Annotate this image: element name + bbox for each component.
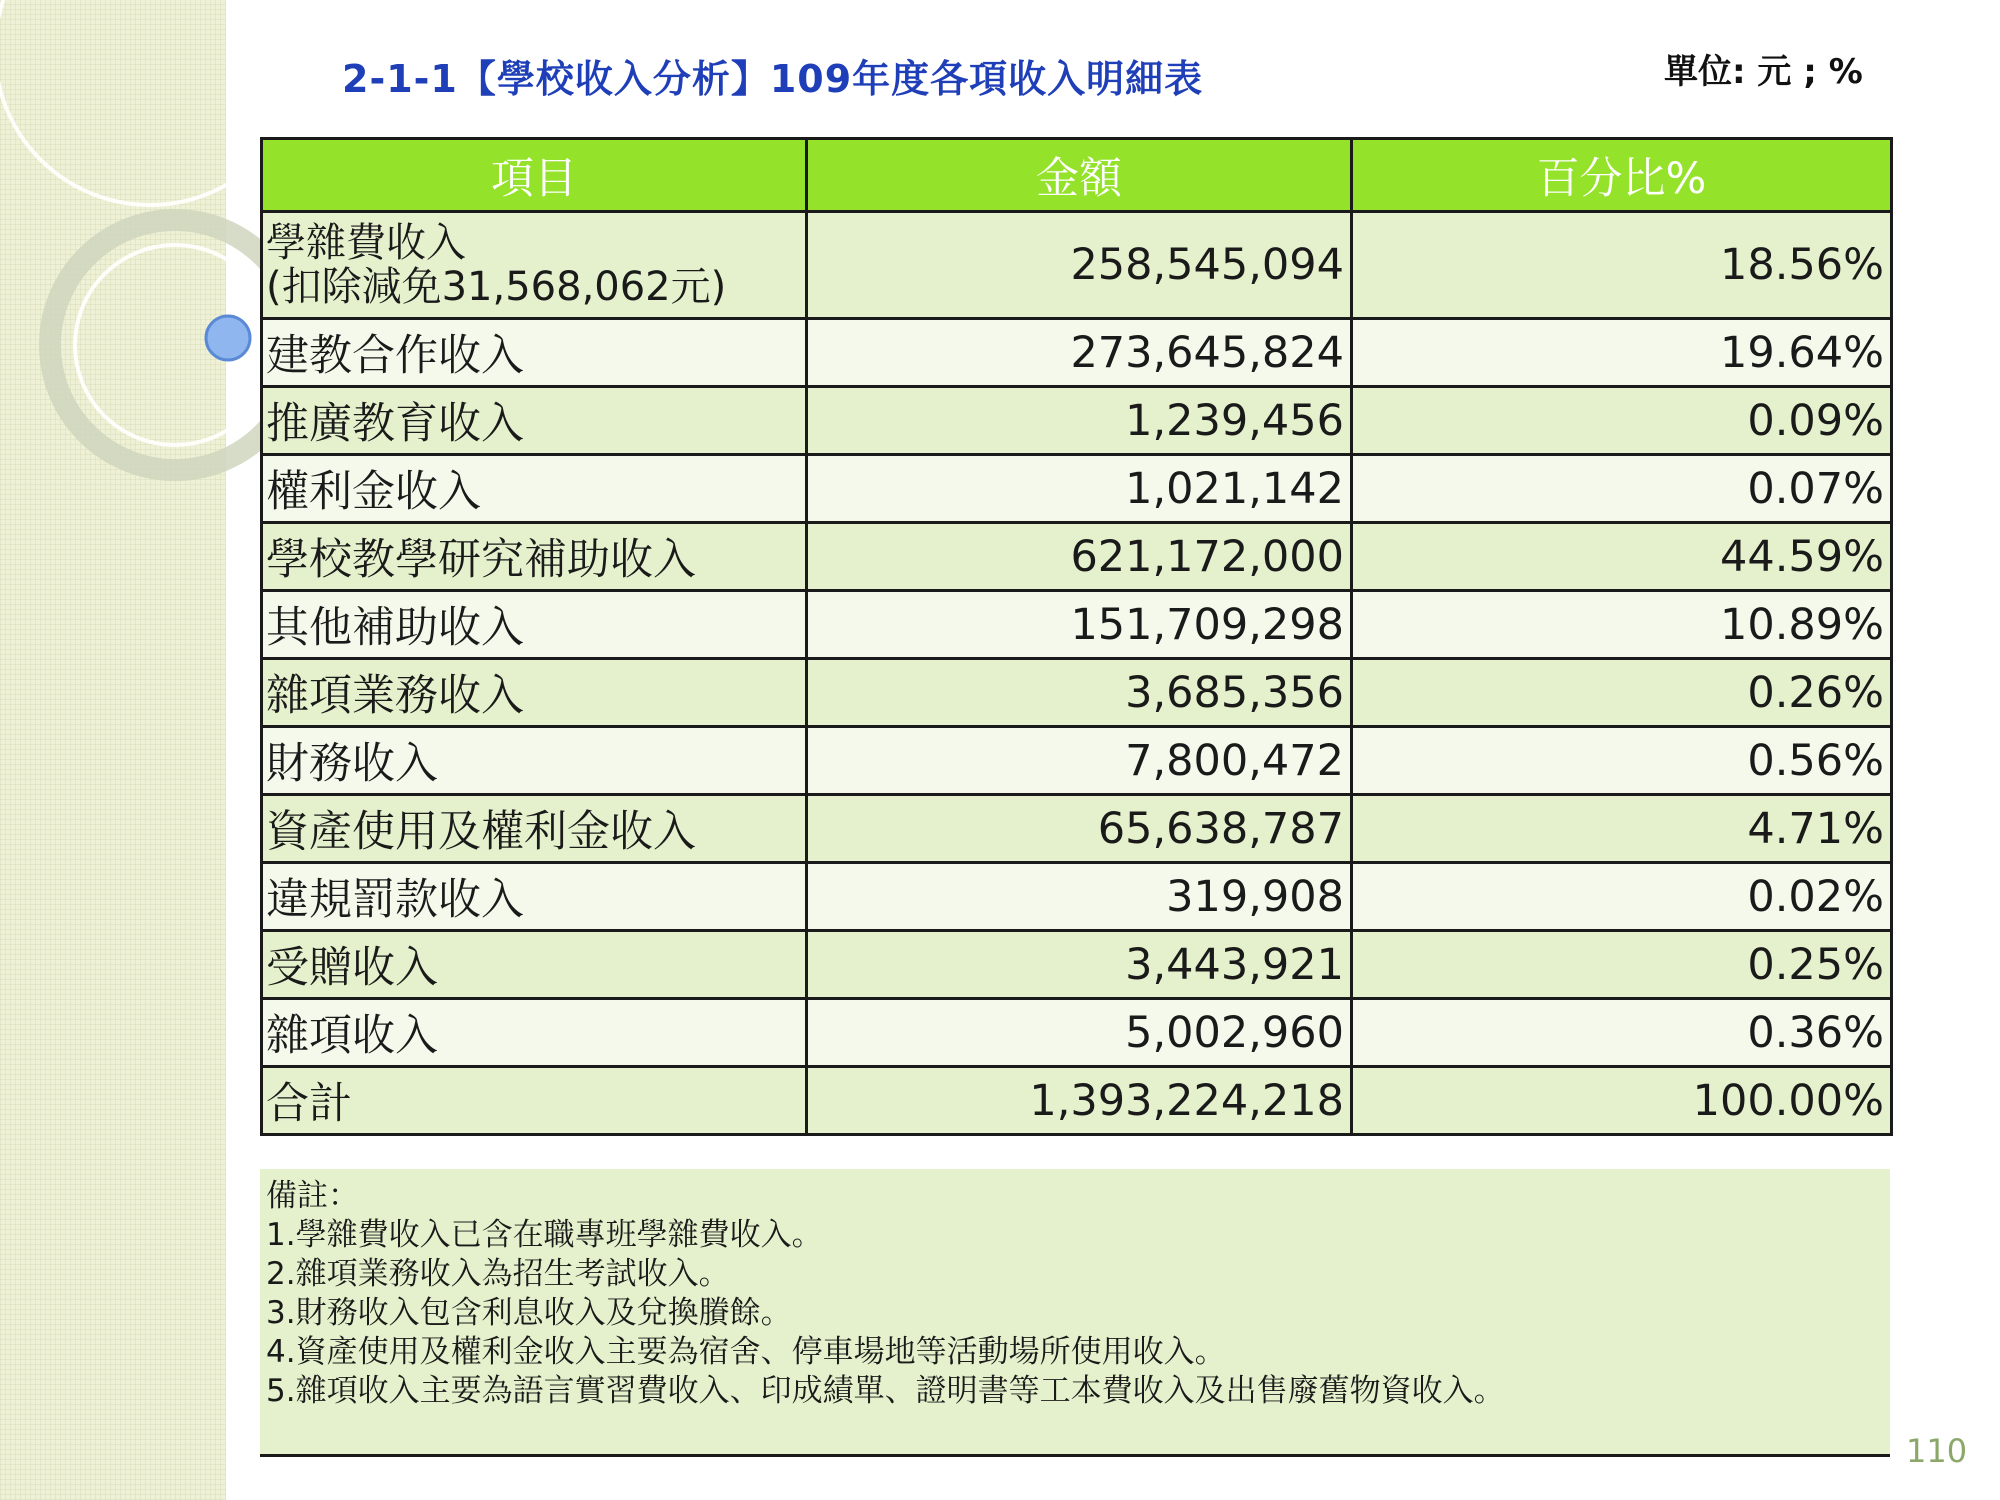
note-item: 3.財務收入包含利息收入及兌換賸餘。 bbox=[266, 1295, 792, 1331]
table-row bbox=[262, 931, 1892, 999]
table-row bbox=[262, 523, 1892, 591]
note-item: 2.雜項業務收入為招生考試收入。 bbox=[266, 1256, 730, 1292]
page-number: 110 bbox=[1906, 1432, 1968, 1470]
item-cell: 雜項業務收入 bbox=[262, 659, 807, 727]
percent-cell: 100.00% bbox=[1352, 1067, 1892, 1135]
amount-cell: 1,239,456 bbox=[807, 387, 1352, 455]
item-cell: 雜項收入 bbox=[262, 999, 807, 1067]
table-row bbox=[262, 999, 1892, 1067]
table-row bbox=[262, 455, 1892, 523]
note-item: 5.雜項收入主要為語言實習費收入、印成績單、證明書等工本費收入及出售廢舊物資收入。 bbox=[266, 1373, 1505, 1409]
amount-cell: 319,908 bbox=[807, 863, 1352, 931]
item-cell: 受贈收入 bbox=[262, 931, 807, 999]
table-row bbox=[262, 795, 1892, 863]
percent-cell: 0.25% bbox=[1352, 931, 1892, 999]
table-row bbox=[262, 319, 1892, 387]
amount-cell: 151,709,298 bbox=[807, 591, 1352, 659]
amount-cell: 3,685,356 bbox=[807, 659, 1352, 727]
percent-cell: 0.36% bbox=[1352, 999, 1892, 1067]
table-row bbox=[262, 727, 1892, 795]
note-item: 1.學雜費收入已含在職專班學雜費收入。 bbox=[266, 1217, 823, 1253]
item-cell: 財務收入 bbox=[262, 727, 807, 795]
total-row bbox=[262, 1067, 1892, 1135]
table-row bbox=[262, 659, 1892, 727]
percent-cell: 0.09% bbox=[1352, 387, 1892, 455]
note-item: 4.資產使用及權利金收入主要為宿舍、停車場地等活動場所使用收入。 bbox=[266, 1334, 1226, 1370]
page-title: 2-1-1【學校收入分析】109年度各項收入明細表 bbox=[342, 57, 1204, 101]
table-row bbox=[262, 387, 1892, 455]
percent-cell: 19.64% bbox=[1352, 319, 1892, 387]
item-cell: 資產使用及權利金收入 bbox=[262, 795, 807, 863]
item-label: 學雜費收入 bbox=[266, 220, 466, 266]
column-header-amount: 金額 bbox=[807, 139, 1352, 212]
percent-cell: 4.71% bbox=[1352, 795, 1892, 863]
item-cell: 推廣教育收入 bbox=[262, 387, 807, 455]
amount-cell: 1,021,142 bbox=[807, 455, 1352, 523]
amount-cell: 7,800,472 bbox=[807, 727, 1352, 795]
item-cell: 權利金收入 bbox=[262, 455, 807, 523]
table-row bbox=[262, 863, 1892, 931]
table-row bbox=[262, 212, 1892, 319]
notes-heading: 備註： bbox=[266, 1178, 359, 1214]
amount-cell: 273,645,824 bbox=[807, 319, 1352, 387]
item-cell bbox=[262, 212, 807, 319]
item-cell: 合計 bbox=[262, 1067, 807, 1135]
table-header-row bbox=[262, 139, 1892, 212]
table-row bbox=[262, 591, 1892, 659]
item-sublabel: (扣除減免31,568,062元) bbox=[266, 264, 727, 310]
notes-section bbox=[260, 1169, 1890, 1457]
percent-cell: 0.07% bbox=[1352, 455, 1892, 523]
unit-label: 單位: 元 ; % bbox=[1664, 52, 1863, 92]
amount-cell: 258,545,094 bbox=[807, 212, 1352, 319]
item-cell: 學校教學研究補助收入 bbox=[262, 523, 807, 591]
item-cell: 違規罰款收入 bbox=[262, 863, 807, 931]
percent-cell: 0.02% bbox=[1352, 863, 1892, 931]
item-cell: 建教合作收入 bbox=[262, 319, 807, 387]
column-header-percent: 百分比% bbox=[1352, 139, 1892, 212]
percent-cell: 0.26% bbox=[1352, 659, 1892, 727]
amount-cell: 1,393,224,218 bbox=[807, 1067, 1352, 1135]
amount-cell: 65,638,787 bbox=[807, 795, 1352, 863]
blue-dot-icon bbox=[206, 316, 250, 360]
column-header-item: 項目 bbox=[262, 139, 807, 212]
percent-cell: 0.56% bbox=[1352, 727, 1892, 795]
percent-cell: 10.89% bbox=[1352, 591, 1892, 659]
income-table bbox=[260, 137, 1893, 1136]
amount-cell: 621,172,000 bbox=[807, 523, 1352, 591]
percent-cell: 18.56% bbox=[1352, 212, 1892, 319]
percent-cell: 44.59% bbox=[1352, 523, 1892, 591]
amount-cell: 5,002,960 bbox=[807, 999, 1352, 1067]
item-cell: 其他補助收入 bbox=[262, 591, 807, 659]
amount-cell: 3,443,921 bbox=[807, 931, 1352, 999]
